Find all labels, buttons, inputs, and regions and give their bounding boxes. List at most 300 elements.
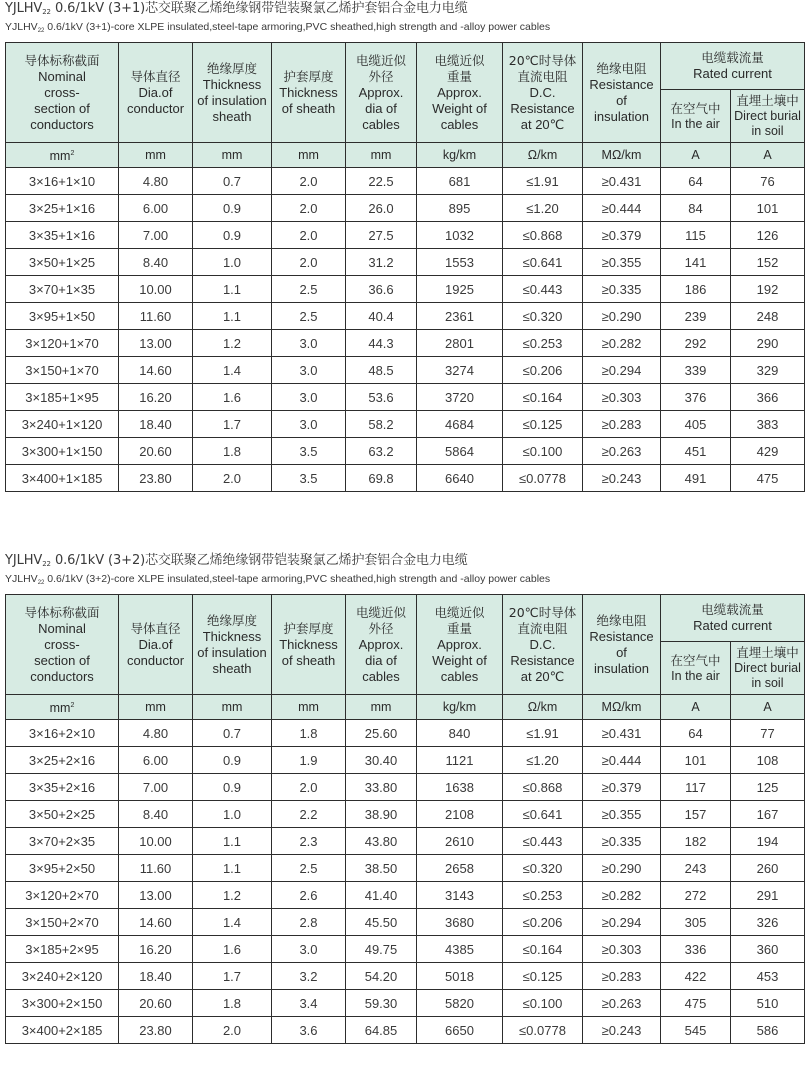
table-cell: 8.40 (119, 801, 193, 828)
table-cell: ≥0.294 (583, 357, 661, 384)
table-cell: 4.80 (119, 720, 193, 747)
table-cell: 126 (731, 222, 805, 249)
table-cell: 339 (661, 357, 731, 384)
table-cell: ≤0.125 (503, 411, 583, 438)
table-cell: 2108 (417, 801, 503, 828)
section-3plus1 (5, 0, 804, 492)
table-cell: 329 (731, 357, 805, 384)
col-header-conductor-diameter: 导体直径 Dia.of conductor (119, 595, 193, 695)
table-cell: 3×50+2×25 (6, 801, 119, 828)
col-header-sheath-thickness: 护套厚度 Thickness of sheath (272, 595, 346, 695)
table-cell: ≤0.253 (503, 330, 583, 357)
unit-cell: A (731, 143, 805, 168)
table-cell: 1.0 (193, 249, 272, 276)
table-cell: 20.60 (119, 990, 193, 1017)
table-row (6, 747, 805, 774)
section-title-en: $YJLHV_{22}$ 0.6/1kV (3+2)-core XLPE insulated,steel-tape armoring,PVC sheathed,high strength and -alloy power cables (5, 573, 551, 586)
table-cell: ≥0.335 (583, 828, 661, 855)
table-cell: 405 (661, 411, 731, 438)
col-header-nominal-section: 导体标称截面 Nominal cross- section of conductors (6, 43, 119, 143)
table-row (6, 330, 805, 357)
table-cell: ≤0.641 (503, 249, 583, 276)
table-cell: ≤0.206 (503, 909, 583, 936)
table-cell: 76 (731, 168, 805, 195)
table-cell: 2.8 (272, 909, 346, 936)
table-cell: 6640 (417, 465, 503, 492)
section-3plus2 (5, 552, 804, 1044)
table-cell: ≤0.868 (503, 774, 583, 801)
table-cell: 117 (661, 774, 731, 801)
table-cell: ≥0.263 (583, 990, 661, 1017)
table-cell: 0.9 (193, 747, 272, 774)
table-cell: 3×120+1×70 (6, 330, 119, 357)
table-cell: 3.5 (272, 438, 346, 465)
table-cell: 41.40 (346, 882, 417, 909)
unit-cell: Ω/km (503, 695, 583, 720)
table-cell: ≥0.263 (583, 438, 661, 465)
table-cell: ≥0.444 (583, 747, 661, 774)
table-cell: 453 (731, 963, 805, 990)
table-cell: ≥0.290 (583, 303, 661, 330)
table-cell: 1.6 (193, 384, 272, 411)
table-row (6, 990, 805, 1017)
unit-cell: MΩ/km (583, 695, 661, 720)
unit-cell: mm (193, 143, 272, 168)
table-cell: 0.9 (193, 195, 272, 222)
table-cell: 1638 (417, 774, 503, 801)
table-cell: 1032 (417, 222, 503, 249)
unit-cell: kg/km (417, 143, 503, 168)
table-cell: 2.6 (272, 882, 346, 909)
table-cell: ≥0.379 (583, 774, 661, 801)
table-cell: 13.00 (119, 882, 193, 909)
table-cell: 58.2 (346, 411, 417, 438)
table-cell: 1121 (417, 747, 503, 774)
table-cell: 3×300+1×150 (6, 438, 119, 465)
table-cell: ≤0.868 (503, 222, 583, 249)
table-cell: 11.60 (119, 855, 193, 882)
table-cell: 14.60 (119, 909, 193, 936)
table-cell: 260 (731, 855, 805, 882)
table-cell: ≥0.303 (583, 936, 661, 963)
table-cell: 475 (731, 465, 805, 492)
table-cell: 491 (661, 465, 731, 492)
table-cell: 2.0 (272, 249, 346, 276)
table-cell: 26.0 (346, 195, 417, 222)
table-row (6, 720, 805, 747)
table-row (6, 411, 805, 438)
table-cell: ≤0.443 (503, 828, 583, 855)
table-cell: ≥0.431 (583, 168, 661, 195)
table-row (6, 774, 805, 801)
table-cell: 3.0 (272, 411, 346, 438)
table-cell: 1.8 (193, 990, 272, 1017)
table-cell: 1.6 (193, 936, 272, 963)
table-cell: 11.60 (119, 303, 193, 330)
col-header-outer-diameter: 电缆近似 外径 Approx. dia of cables (346, 595, 417, 695)
table-cell: 1.2 (193, 882, 272, 909)
table-row (6, 936, 805, 963)
table-cell: 3.0 (272, 384, 346, 411)
table-cell: 291 (731, 882, 805, 909)
table-cell: 2.3 (272, 828, 346, 855)
table-cell: 63.2 (346, 438, 417, 465)
table-cell: 10.00 (119, 276, 193, 303)
table-cell: 84 (661, 195, 731, 222)
table-cell: ≥0.379 (583, 222, 661, 249)
table-cell: 3×150+1×70 (6, 357, 119, 384)
table-cell: 3×185+1×95 (6, 384, 119, 411)
table-cell: 4684 (417, 411, 503, 438)
table-cell: ≤0.320 (503, 303, 583, 330)
table-cell: 2361 (417, 303, 503, 330)
table-cell: ≤0.0778 (503, 465, 583, 492)
table-cell: 2.0 (193, 465, 272, 492)
unit-cell: A (731, 695, 805, 720)
table-cell: 40.4 (346, 303, 417, 330)
table-cell: ≤0.641 (503, 801, 583, 828)
table-cell: 48.5 (346, 357, 417, 384)
table-row (6, 1017, 805, 1044)
table-cell: 475 (661, 990, 731, 1017)
table-cell: ≤1.20 (503, 195, 583, 222)
table-cell: 243 (661, 855, 731, 882)
table-cell: 1.1 (193, 276, 272, 303)
unit-cell: mm (346, 695, 417, 720)
table-cell: 186 (661, 276, 731, 303)
col-header-insulation-thickness: 绝缘厚度 Thickness of insulation sheath (193, 43, 272, 143)
table-row (6, 249, 805, 276)
table-cell: 1925 (417, 276, 503, 303)
table-cell: 3×150+2×70 (6, 909, 119, 936)
table-cell: 3.0 (272, 357, 346, 384)
units-row (6, 143, 805, 168)
section-title-cn: $YJLHV_{22}$ 0.6/1kV (3+2)芯交联聚乙烯绝缘钢带铠装聚氯乙烯护套铝合金电力电缆 (5, 553, 468, 568)
table-cell: 376 (661, 384, 731, 411)
table-cell: ≥0.283 (583, 963, 661, 990)
table-cell: 27.5 (346, 222, 417, 249)
table-cell: 1.4 (193, 909, 272, 936)
table-cell: 3×95+1×50 (6, 303, 119, 330)
table-cell: 3×400+2×185 (6, 1017, 119, 1044)
table-cell: 3.5 (272, 465, 346, 492)
table-cell: 3.0 (272, 936, 346, 963)
table-cell: 14.60 (119, 357, 193, 384)
table-cell: 1.0 (193, 801, 272, 828)
table-row (6, 303, 805, 330)
unit-cell: mm (119, 143, 193, 168)
spec-table (5, 594, 805, 1044)
col-header-dc-resistance: 20℃时导体 直流电阻 D.C. Resistance at 20℃ (503, 595, 583, 695)
table-cell: ≥0.282 (583, 882, 661, 909)
table-cell: 1.1 (193, 303, 272, 330)
table-cell: 38.90 (346, 801, 417, 828)
table-cell: 383 (731, 411, 805, 438)
table-cell: 3×16+1×10 (6, 168, 119, 195)
table-cell: 3×400+1×185 (6, 465, 119, 492)
table-cell: ≤0.0778 (503, 1017, 583, 1044)
table-row (6, 801, 805, 828)
table-cell: ≤1.20 (503, 747, 583, 774)
table-cell: 0.7 (193, 168, 272, 195)
col-header-conductor-diameter: 导体直径 Dia.of conductor (119, 43, 193, 143)
table-cell: 1.1 (193, 828, 272, 855)
table-cell: 3×70+2×35 (6, 828, 119, 855)
table-cell: 2.5 (272, 855, 346, 882)
table-cell: 1.9 (272, 747, 346, 774)
table-cell: 3×35+2×16 (6, 774, 119, 801)
table-cell: 1.8 (193, 438, 272, 465)
table-cell: 2.5 (272, 303, 346, 330)
table-cell: 0.9 (193, 222, 272, 249)
table-cell: 167 (731, 801, 805, 828)
col-header-insulation-resistance: 绝缘电阻 Resistance of insulation (583, 595, 661, 695)
table-row (6, 882, 805, 909)
table-cell: 239 (661, 303, 731, 330)
table-cell: ≤1.91 (503, 720, 583, 747)
table-cell: 44.3 (346, 330, 417, 357)
table-cell: 451 (661, 438, 731, 465)
table-cell: 101 (661, 747, 731, 774)
table-cell: 6650 (417, 1017, 503, 1044)
table-cell: 59.30 (346, 990, 417, 1017)
table-cell: 2.0 (193, 1017, 272, 1044)
unit-cell: A (661, 143, 731, 168)
table-cell: 326 (731, 909, 805, 936)
table-cell: 3×95+2×50 (6, 855, 119, 882)
table-cell: 2.0 (272, 774, 346, 801)
table-cell: 2.0 (272, 168, 346, 195)
table-cell: 115 (661, 222, 731, 249)
unit-cell: mm (272, 695, 346, 720)
table-cell: 545 (661, 1017, 731, 1044)
table-cell: 1.7 (193, 963, 272, 990)
table-cell: 5820 (417, 990, 503, 1017)
table-cell: ≤0.100 (503, 990, 583, 1017)
col-header-in-soil: 直埋土壤中 Direct burial in soil (731, 90, 805, 143)
table-cell: 272 (661, 882, 731, 909)
table-cell: 3274 (417, 357, 503, 384)
table-cell: 336 (661, 936, 731, 963)
table-cell: 3×25+1×16 (6, 195, 119, 222)
table-cell: 1553 (417, 249, 503, 276)
table-cell: 16.20 (119, 936, 193, 963)
table-cell: 3×240+2×120 (6, 963, 119, 990)
table-cell: 23.80 (119, 1017, 193, 1044)
table-cell: 2.0 (272, 195, 346, 222)
table-cell: 0.9 (193, 774, 272, 801)
table-cell: 422 (661, 963, 731, 990)
table-cell: 125 (731, 774, 805, 801)
table-cell: 22.5 (346, 168, 417, 195)
table-cell: 2658 (417, 855, 503, 882)
unit-cell: A (661, 695, 731, 720)
table-cell: ≤0.164 (503, 936, 583, 963)
table-cell: 292 (661, 330, 731, 357)
table-row (6, 195, 805, 222)
table-cell: 3.4 (272, 990, 346, 1017)
table-cell: ≥0.243 (583, 1017, 661, 1044)
table-cell: 3.6 (272, 1017, 346, 1044)
table-cell: 43.80 (346, 828, 417, 855)
table-cell: 108 (731, 747, 805, 774)
table-cell: 53.6 (346, 384, 417, 411)
unit-cell: mm (346, 143, 417, 168)
unit-cell: mm (272, 143, 346, 168)
table-cell: ≥0.290 (583, 855, 661, 882)
table-cell: 6.00 (119, 195, 193, 222)
spec-table (5, 42, 805, 492)
table-cell: 2610 (417, 828, 503, 855)
col-header-sheath-thickness: 护套厚度 Thickness of sheath (272, 43, 346, 143)
table-cell: 18.40 (119, 963, 193, 990)
table-row (6, 357, 805, 384)
table-cell: 64 (661, 168, 731, 195)
table-cell: 360 (731, 936, 805, 963)
table-cell: 36.6 (346, 276, 417, 303)
table-cell: 49.75 (346, 936, 417, 963)
table-cell: 16.20 (119, 384, 193, 411)
table-cell: 8.40 (119, 249, 193, 276)
table-cell: 182 (661, 828, 731, 855)
table-row (6, 438, 805, 465)
table-cell: 0.7 (193, 720, 272, 747)
table-row (6, 828, 805, 855)
table-row (6, 168, 805, 195)
table-cell: 2.2 (272, 801, 346, 828)
table-cell: 4.80 (119, 168, 193, 195)
table-cell: 510 (731, 990, 805, 1017)
table-cell: 194 (731, 828, 805, 855)
table-cell: 7.00 (119, 222, 193, 249)
section-title-cn: $YJLHV_{22}$ 0.6/1kV (3+1)芯交联聚乙烯绝缘钢带铠装聚氯乙烯护套铝合金电力电缆 (5, 1, 468, 16)
unit-cell: $mm^2$ (6, 695, 119, 720)
table-cell: 2801 (417, 330, 503, 357)
table-cell: 64 (661, 720, 731, 747)
col-header-in-air: 在空气中 In the air (661, 90, 731, 143)
table-cell: 429 (731, 438, 805, 465)
col-header-rated-current: 电缆载流量 Rated current (661, 595, 805, 642)
table-row (6, 384, 805, 411)
table-cell: 3.0 (272, 330, 346, 357)
table-cell: 157 (661, 801, 731, 828)
col-header-in-soil: 直埋土壤中 Direct burial in soil (731, 642, 805, 695)
table-cell: 586 (731, 1017, 805, 1044)
table-cell: 5018 (417, 963, 503, 990)
table-cell: 69.8 (346, 465, 417, 492)
table-cell: ≤0.253 (503, 882, 583, 909)
table-row (6, 963, 805, 990)
table-cell: 3×50+1×25 (6, 249, 119, 276)
table-cell: 3680 (417, 909, 503, 936)
col-header-weight: 电缆近似 重量 Approx. Weight of cables (417, 595, 503, 695)
table-cell: 1.4 (193, 357, 272, 384)
table-cell: 25.60 (346, 720, 417, 747)
unit-cell: Ω/km (503, 143, 583, 168)
col-header-in-air: 在空气中 In the air (661, 642, 731, 695)
table-cell: ≥0.283 (583, 411, 661, 438)
table-cell: 20.60 (119, 438, 193, 465)
table-cell: 3×185+2×95 (6, 936, 119, 963)
col-header-insulation-resistance: 绝缘电阻 Resistance of insulation (583, 43, 661, 143)
table-row (6, 855, 805, 882)
unit-cell: kg/km (417, 695, 503, 720)
table-cell: 38.50 (346, 855, 417, 882)
table-cell: 3×120+2×70 (6, 882, 119, 909)
table-cell: 45.50 (346, 909, 417, 936)
table-cell: 54.20 (346, 963, 417, 990)
table-cell: ≤0.320 (503, 855, 583, 882)
table-cell: 64.85 (346, 1017, 417, 1044)
col-header-dc-resistance: 20℃时导体 直流电阻 D.C. Resistance at 20℃ (503, 43, 583, 143)
section-title-en: $YJLHV_{22}$ 0.6/1kV (3+1)-core XLPE insulated,steel-tape armoring,PVC sheathed,high strength and -alloy power cables (5, 21, 551, 34)
col-header-nominal-section: 导体标称截面 Nominal cross- section of conductors (6, 595, 119, 695)
table-cell: 3×300+2×150 (6, 990, 119, 1017)
table-cell: 152 (731, 249, 805, 276)
table-cell: 3×16+2×10 (6, 720, 119, 747)
table-cell: 13.00 (119, 330, 193, 357)
table-cell: ≤0.443 (503, 276, 583, 303)
table-cell: ≥0.444 (583, 195, 661, 222)
table-cell: 840 (417, 720, 503, 747)
table-cell: ≤0.206 (503, 357, 583, 384)
table-cell: 6.00 (119, 747, 193, 774)
table-cell: 290 (731, 330, 805, 357)
table-cell: ≥0.282 (583, 330, 661, 357)
table-cell: 10.00 (119, 828, 193, 855)
unit-cell: mm (193, 695, 272, 720)
unit-cell: MΩ/km (583, 143, 661, 168)
table-cell: ≤0.100 (503, 438, 583, 465)
table-cell: 895 (417, 195, 503, 222)
table-cell: 3×240+1×120 (6, 411, 119, 438)
unit-cell: $mm^2$ (6, 143, 119, 168)
table-cell: ≤1.91 (503, 168, 583, 195)
col-header-rated-current: 电缆载流量 Rated current (661, 43, 805, 90)
table-cell: 681 (417, 168, 503, 195)
col-header-weight: 电缆近似 重量 Approx. Weight of cables (417, 43, 503, 143)
table-cell: 1.8 (272, 720, 346, 747)
table-cell: ≤0.164 (503, 384, 583, 411)
col-header-insulation-thickness: 绝缘厚度 Thickness of insulation sheath (193, 595, 272, 695)
table-cell: 4385 (417, 936, 503, 963)
table-row (6, 465, 805, 492)
table-cell: 141 (661, 249, 731, 276)
table-cell: ≥0.431 (583, 720, 661, 747)
table-cell: 248 (731, 303, 805, 330)
table-cell: 77 (731, 720, 805, 747)
table-cell: 1.1 (193, 855, 272, 882)
table-cell: 3×25+2×16 (6, 747, 119, 774)
table-cell: 23.80 (119, 465, 193, 492)
table-cell: 101 (731, 195, 805, 222)
units-row (6, 695, 805, 720)
table-cell: 305 (661, 909, 731, 936)
table-cell: 30.40 (346, 747, 417, 774)
table-cell: ≥0.294 (583, 909, 661, 936)
table-cell: 18.40 (119, 411, 193, 438)
col-header-outer-diameter: 电缆近似 外径 Approx. dia of cables (346, 43, 417, 143)
table-cell: ≥0.243 (583, 465, 661, 492)
table-cell: 3×35+1×16 (6, 222, 119, 249)
table-cell: 3143 (417, 882, 503, 909)
table-row (6, 909, 805, 936)
table-cell: ≥0.355 (583, 801, 661, 828)
table-row (6, 276, 805, 303)
table-cell: 31.2 (346, 249, 417, 276)
unit-cell: mm (119, 695, 193, 720)
table-cell: 2.5 (272, 276, 346, 303)
